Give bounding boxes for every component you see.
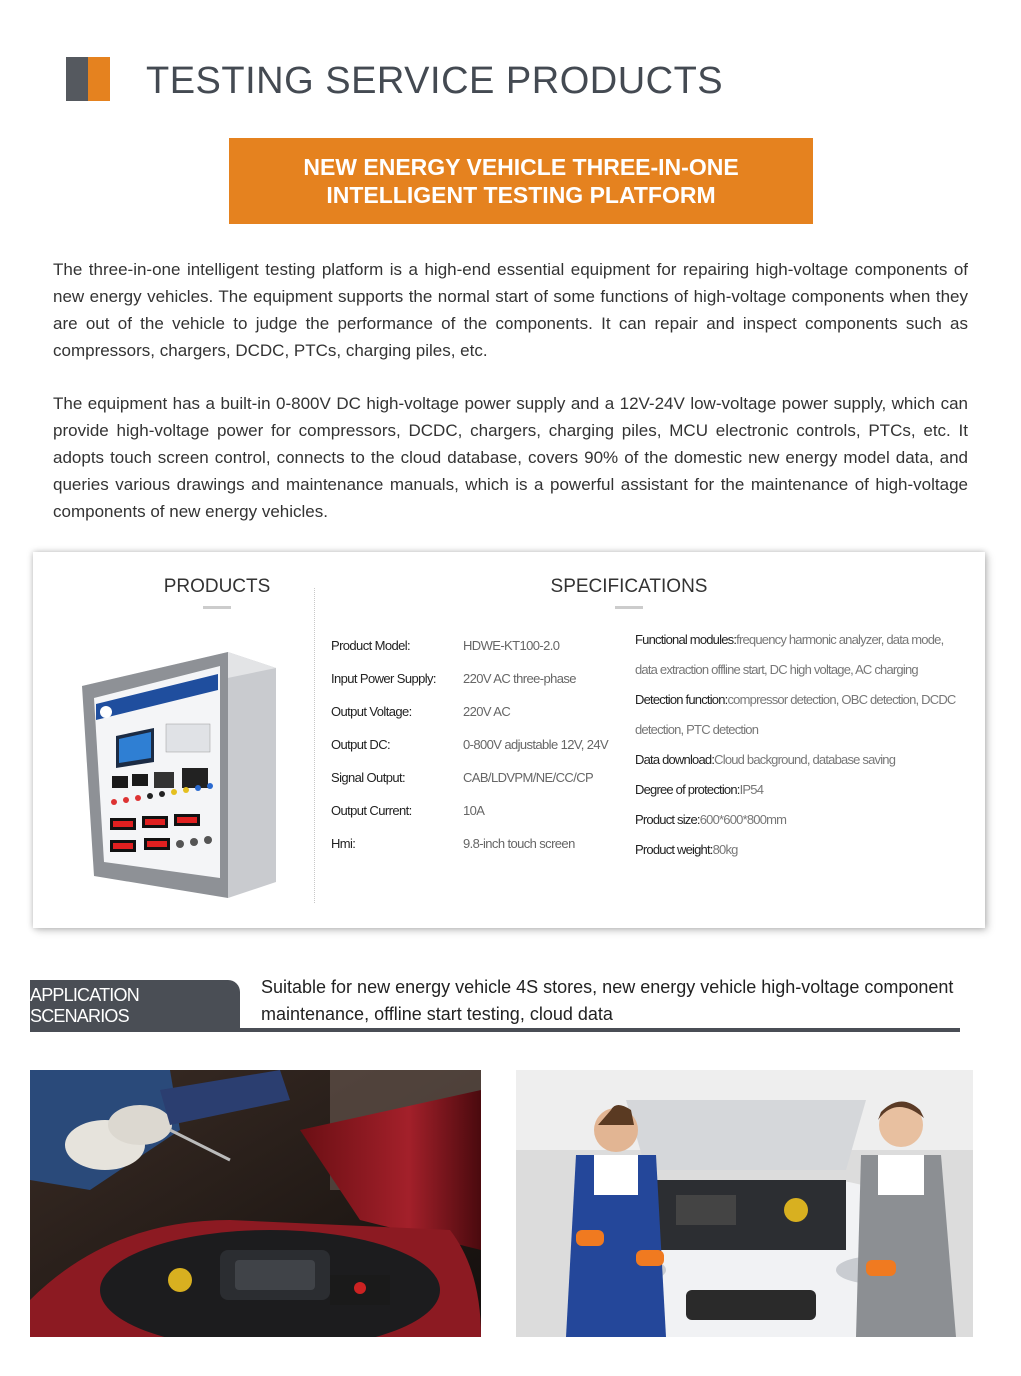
mechanics-photo (516, 1070, 973, 1337)
feature-value: detection, PTC detection (635, 722, 759, 737)
spec-value-signal-output: CAB/LDVPM/NE/CC/CP (463, 770, 594, 785)
spec-label-signal-output: Signal Output: (331, 770, 405, 785)
products-title: PRODUCTS (163, 576, 271, 597)
application-description (261, 974, 961, 1028)
feature-value: 80kg (712, 842, 738, 857)
intro-paragraph-1: The three-in-one intelligent testing platform is a high-end essential equipment for repairing high-voltage components of new energy vehicles. The equipment supports the normal start of some functions of high-voltage components when they are out of the vehicle to judge the performance of the components. It can repair and inspect components such as compressors, chargers, DCDC, PTCs, charging piles, etc. (53, 260, 968, 360)
spec-label-output-voltage: Output Voltage: (331, 704, 412, 719)
feature-key: Data download: (635, 752, 715, 767)
feature-key: Detection function: (635, 692, 728, 707)
spec-value-hmi: 9.8-inch touch screen (463, 836, 575, 851)
test-cabinet-image (80, 646, 280, 898)
products-heading (140, 575, 294, 609)
feature-detection-function-cont (635, 722, 975, 738)
feature-weight (635, 842, 975, 858)
spec-label-model: Product Model: (331, 638, 411, 653)
engine-inspection-photo (30, 1070, 481, 1337)
feature-key: Degree of protection: (635, 782, 740, 797)
feature-functional-modules-cont (635, 662, 975, 678)
specifications-heading (520, 575, 738, 609)
spec-label-input-power: Input Power Supply: (331, 671, 436, 686)
feature-value: Cloud background, database saving (714, 752, 896, 767)
page-title: TESTING SERVICE PRODUCTS (146, 60, 724, 102)
specifications-title: SPECIFICATIONS (550, 576, 708, 597)
feature-value: data extraction offline start, DC high voltage, AC charging (635, 662, 918, 677)
feature-value: frequency harmonic analyzer, data mode, (736, 632, 944, 647)
application-underline (30, 1028, 960, 1032)
feature-functional-modules (635, 632, 975, 648)
intro-paragraph-2: The equipment has a built-in 0-800V DC high-voltage power supply and a 12V-24V low-voltage power supply, which can provide high-voltage power for compressors, DCDC, chargers, charging piles, MCU electronic controls, PTCs, etc. It adopts touch screen control, connects to the cloud database, covers 90% of the domestic new energy model data, and queries various drawings and maintenance manuals, which is a powerful assistant for the maintenance of high-voltage components of new energy vehicles. (53, 394, 968, 521)
spec-label-output-dc: Output DC: (331, 737, 391, 752)
banner-line-1: NEW ENERGY VEHICLE THREE-IN-ONE (303, 154, 739, 180)
feature-value: compressor detection, OBC detection, DCDC (727, 692, 956, 707)
application-line-1: Suitable for new energy vehicle 4S stores, new energy vehicle high-voltage component (261, 977, 954, 997)
feature-key: Product weight: (635, 842, 713, 857)
spec-value-model: HDWE-KT100-2.0 (463, 638, 560, 653)
application-scenarios-tab: APPLICATION SCENARIOS (30, 980, 240, 1032)
feature-data-download (635, 752, 975, 768)
header-mark (66, 57, 110, 101)
feature-value: 600*600*800mm (699, 812, 787, 827)
spec-value-output-voltage: 220V AC (463, 704, 511, 719)
feature-key: Functional modules: (635, 632, 737, 647)
feature-protection (635, 782, 975, 798)
feature-key: Product size: (635, 812, 700, 827)
application-line-2: maintenance, offline start testing, cloud data (261, 1004, 613, 1024)
spec-value-output-current: 10A (463, 803, 485, 818)
spec-value-output-dc: 0-800V adjustable 12V, 24V (463, 737, 609, 752)
feature-detection-function (635, 692, 975, 708)
spec-label-hmi: Hmi: (331, 836, 356, 851)
feature-size (635, 812, 975, 828)
banner-line-2: INTELLIGENT TESTING PLATFORM (326, 182, 716, 208)
product-banner (229, 138, 813, 224)
card-divider (314, 588, 315, 903)
feature-value: IP54 (739, 782, 764, 797)
spec-value-input-power: 220V AC three-phase (463, 671, 576, 686)
spec-label-output-current: Output Current: (331, 803, 412, 818)
